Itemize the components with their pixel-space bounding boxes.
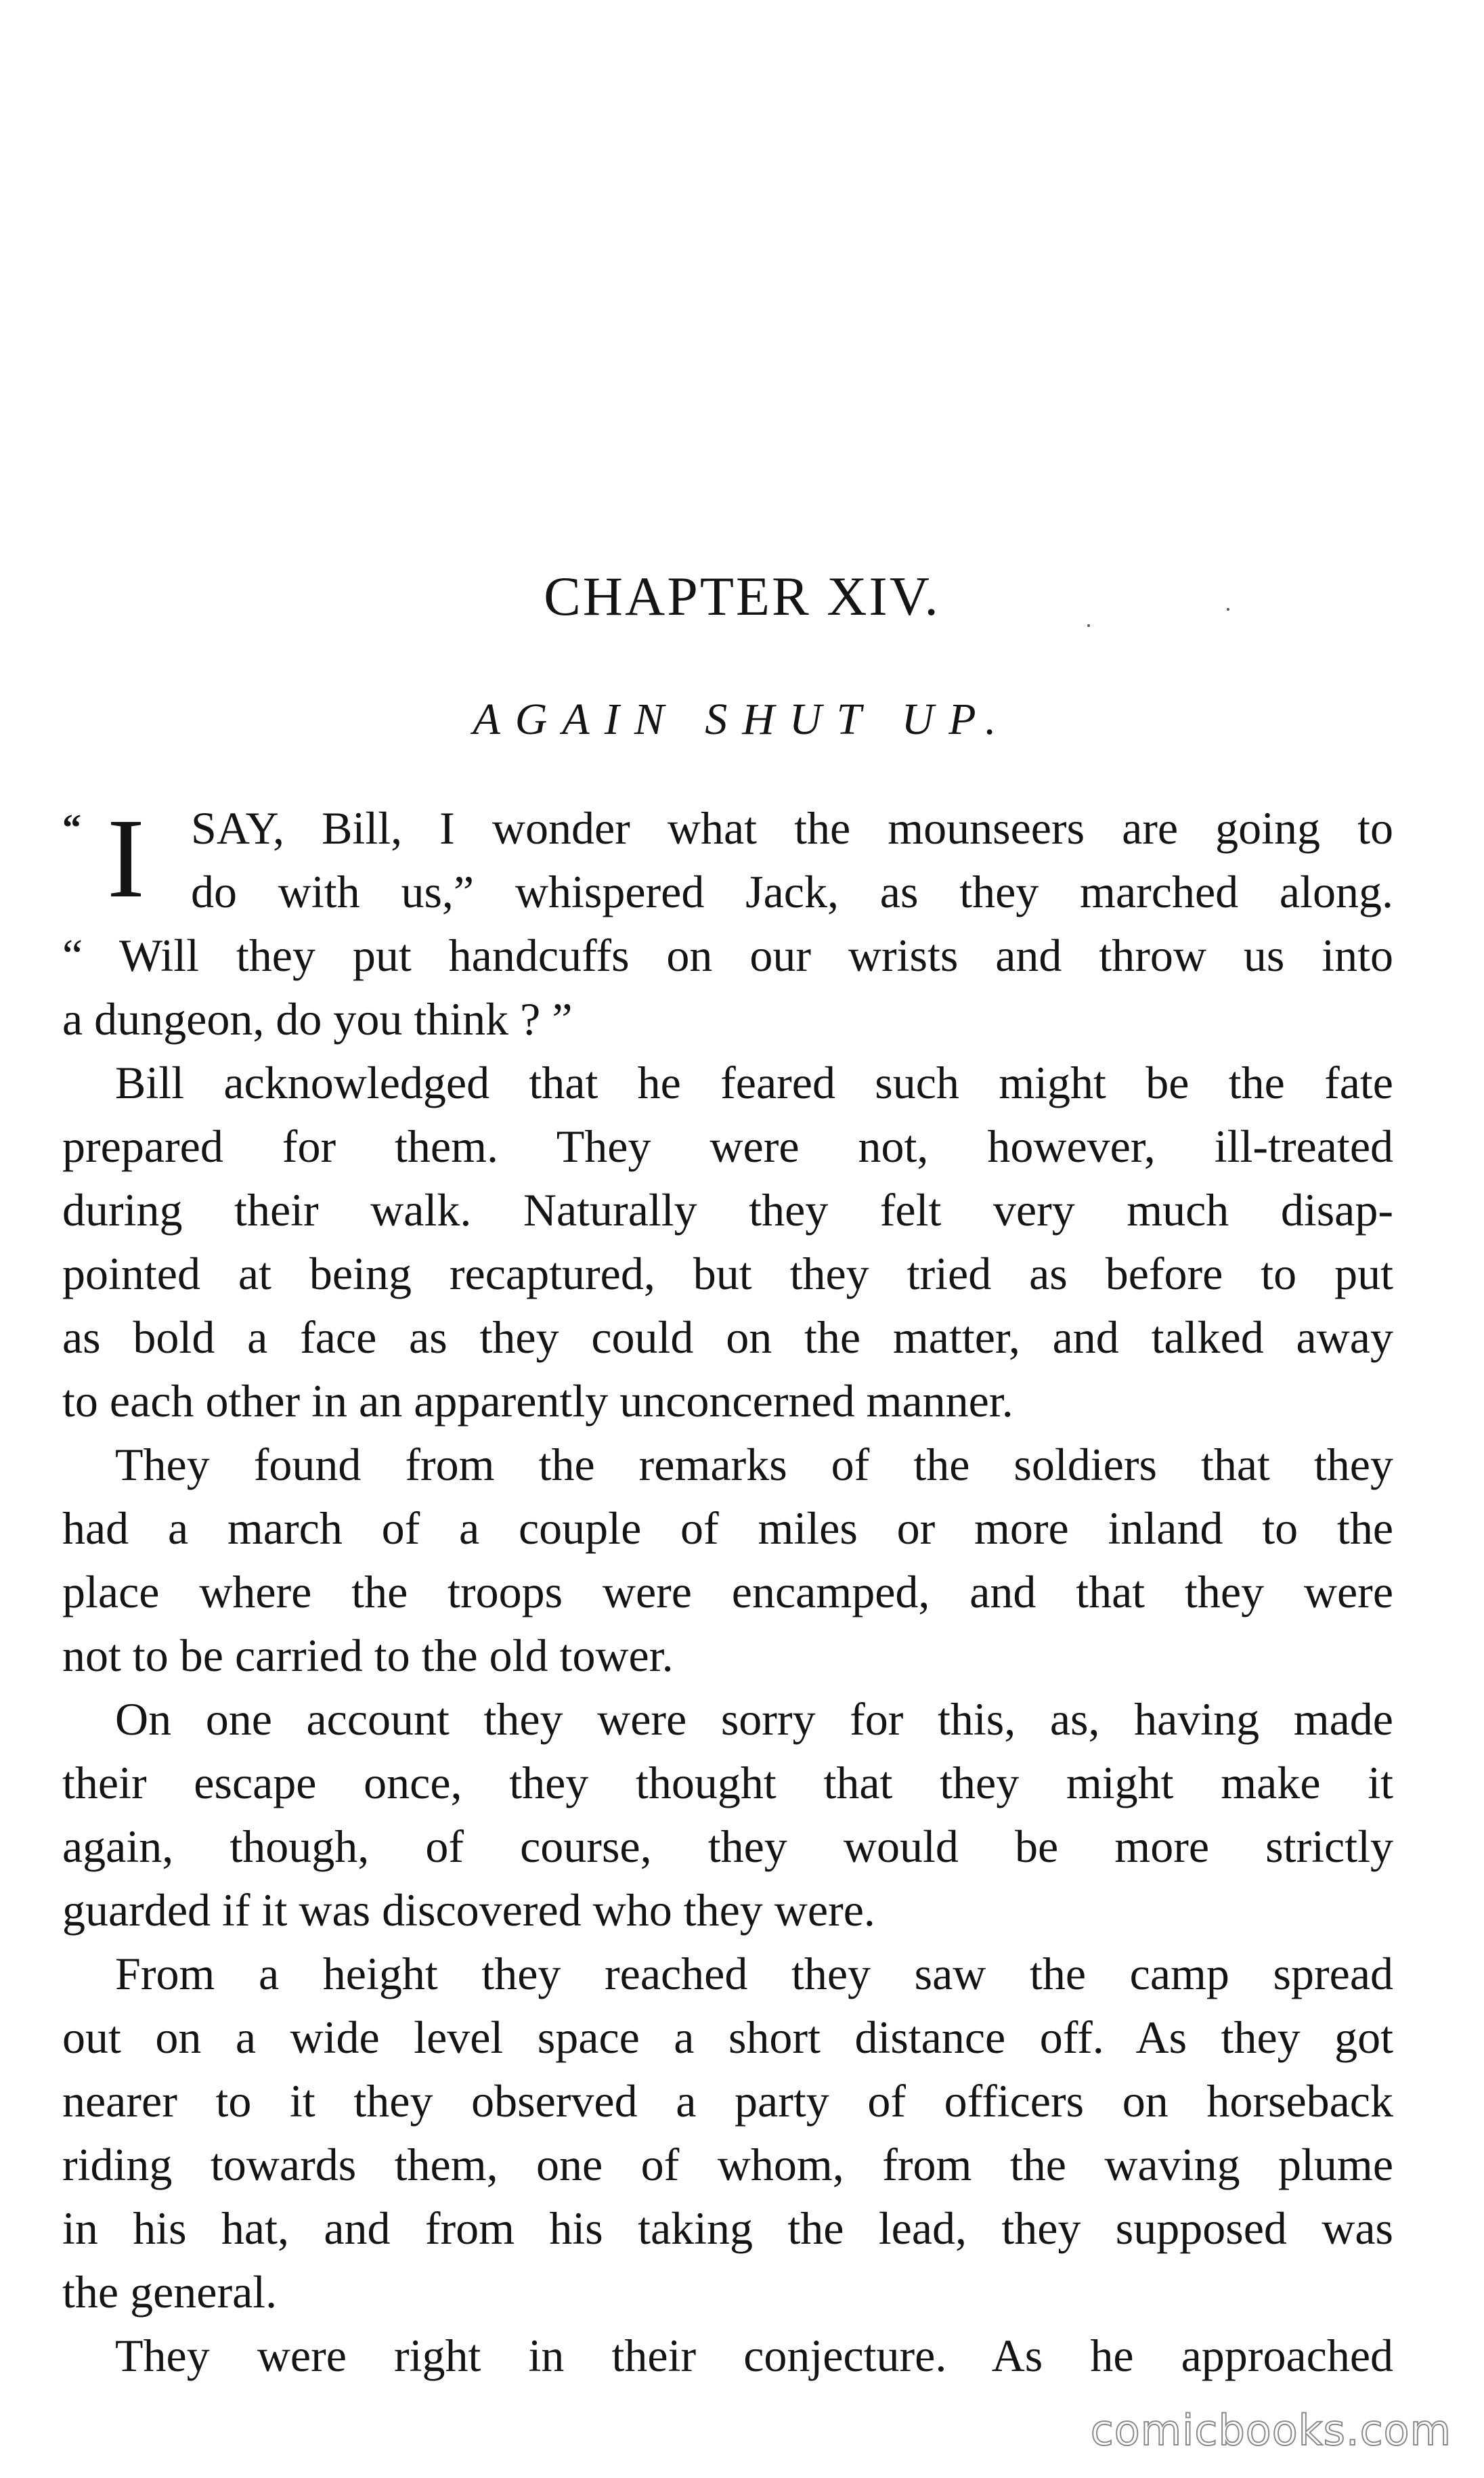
opening-paragraph: [62, 796, 1393, 923]
text-line: again, though, of course, they would be more strictly: [62, 1821, 1393, 1872]
body-text: [62, 796, 1393, 2387]
print-speck: [1227, 608, 1229, 611]
text-line: to each other in an apparently unconcerned manner.: [62, 1375, 1013, 1427]
text-line: in his hat, and from his taking the lead, they supposed was: [62, 2202, 1393, 2254]
text-line: nearer to it they observed a party of officers on horseback: [62, 2075, 1393, 2127]
drop-cap: I: [107, 796, 145, 921]
text-line: On one account they were sorry for this, as, having made: [115, 1693, 1393, 1745]
text-line: do with us,” whispered Jack, as they marched along.: [191, 866, 1393, 917]
text-line: Bill acknowledged that he feared such might be the fate: [115, 1057, 1393, 1108]
text-line: place where the troops were encamped, and that they were: [62, 1566, 1393, 1617]
text-line: “ Will they put handcuffs on our wrists and throw us into: [62, 930, 1393, 981]
text-line: a dungeon, do you think ? ”: [62, 993, 573, 1045]
print-speck: [1087, 624, 1090, 627]
text-line: From a height they reached they saw the camp spread: [115, 1948, 1393, 1999]
text-line: SAY, Bill, I wonder what the mounseers are going to: [191, 802, 1393, 854]
text-line: They found from the remarks of the soldiers that they: [115, 1439, 1393, 1490]
text-line: not to be carried to the old tower.: [62, 1630, 674, 1681]
text-line: pointed at being recaptured, but they tried as before to put: [62, 1248, 1393, 1299]
text-line: during their walk. Naturally they felt very much disap-: [62, 1184, 1393, 1236]
text-line: guarded if it was discovered who they were.: [62, 1884, 875, 1936]
text-line: They were right in their conjecture. As he approached: [115, 2330, 1393, 2381]
text-line: out on a wide level space a short distance off. As they got: [62, 2012, 1393, 2063]
text-line: as bold a face as they could on the matter, and talked away: [62, 1311, 1393, 1363]
text-line: had a march of a couple of miles or more inland to the: [62, 1502, 1393, 1554]
text-line: prepared for them. They were not, however, ill-treated: [62, 1121, 1393, 1172]
chapter-subtitle: AGAIN SHUT UP.: [473, 695, 1011, 744]
text-line: riding towards them, one of whom, from the waving plume: [62, 2139, 1393, 2190]
opening-quote-mark: “: [62, 807, 81, 849]
watermark: comicbooks.com: [1090, 2406, 1452, 2455]
text-line: the general.: [62, 2266, 278, 2318]
chapter-heading: CHAPTER XIV.: [544, 565, 940, 627]
paragraph-lines: [62, 923, 1393, 2387]
text-line: their escape once, they thought that they might make it: [62, 1757, 1393, 1808]
